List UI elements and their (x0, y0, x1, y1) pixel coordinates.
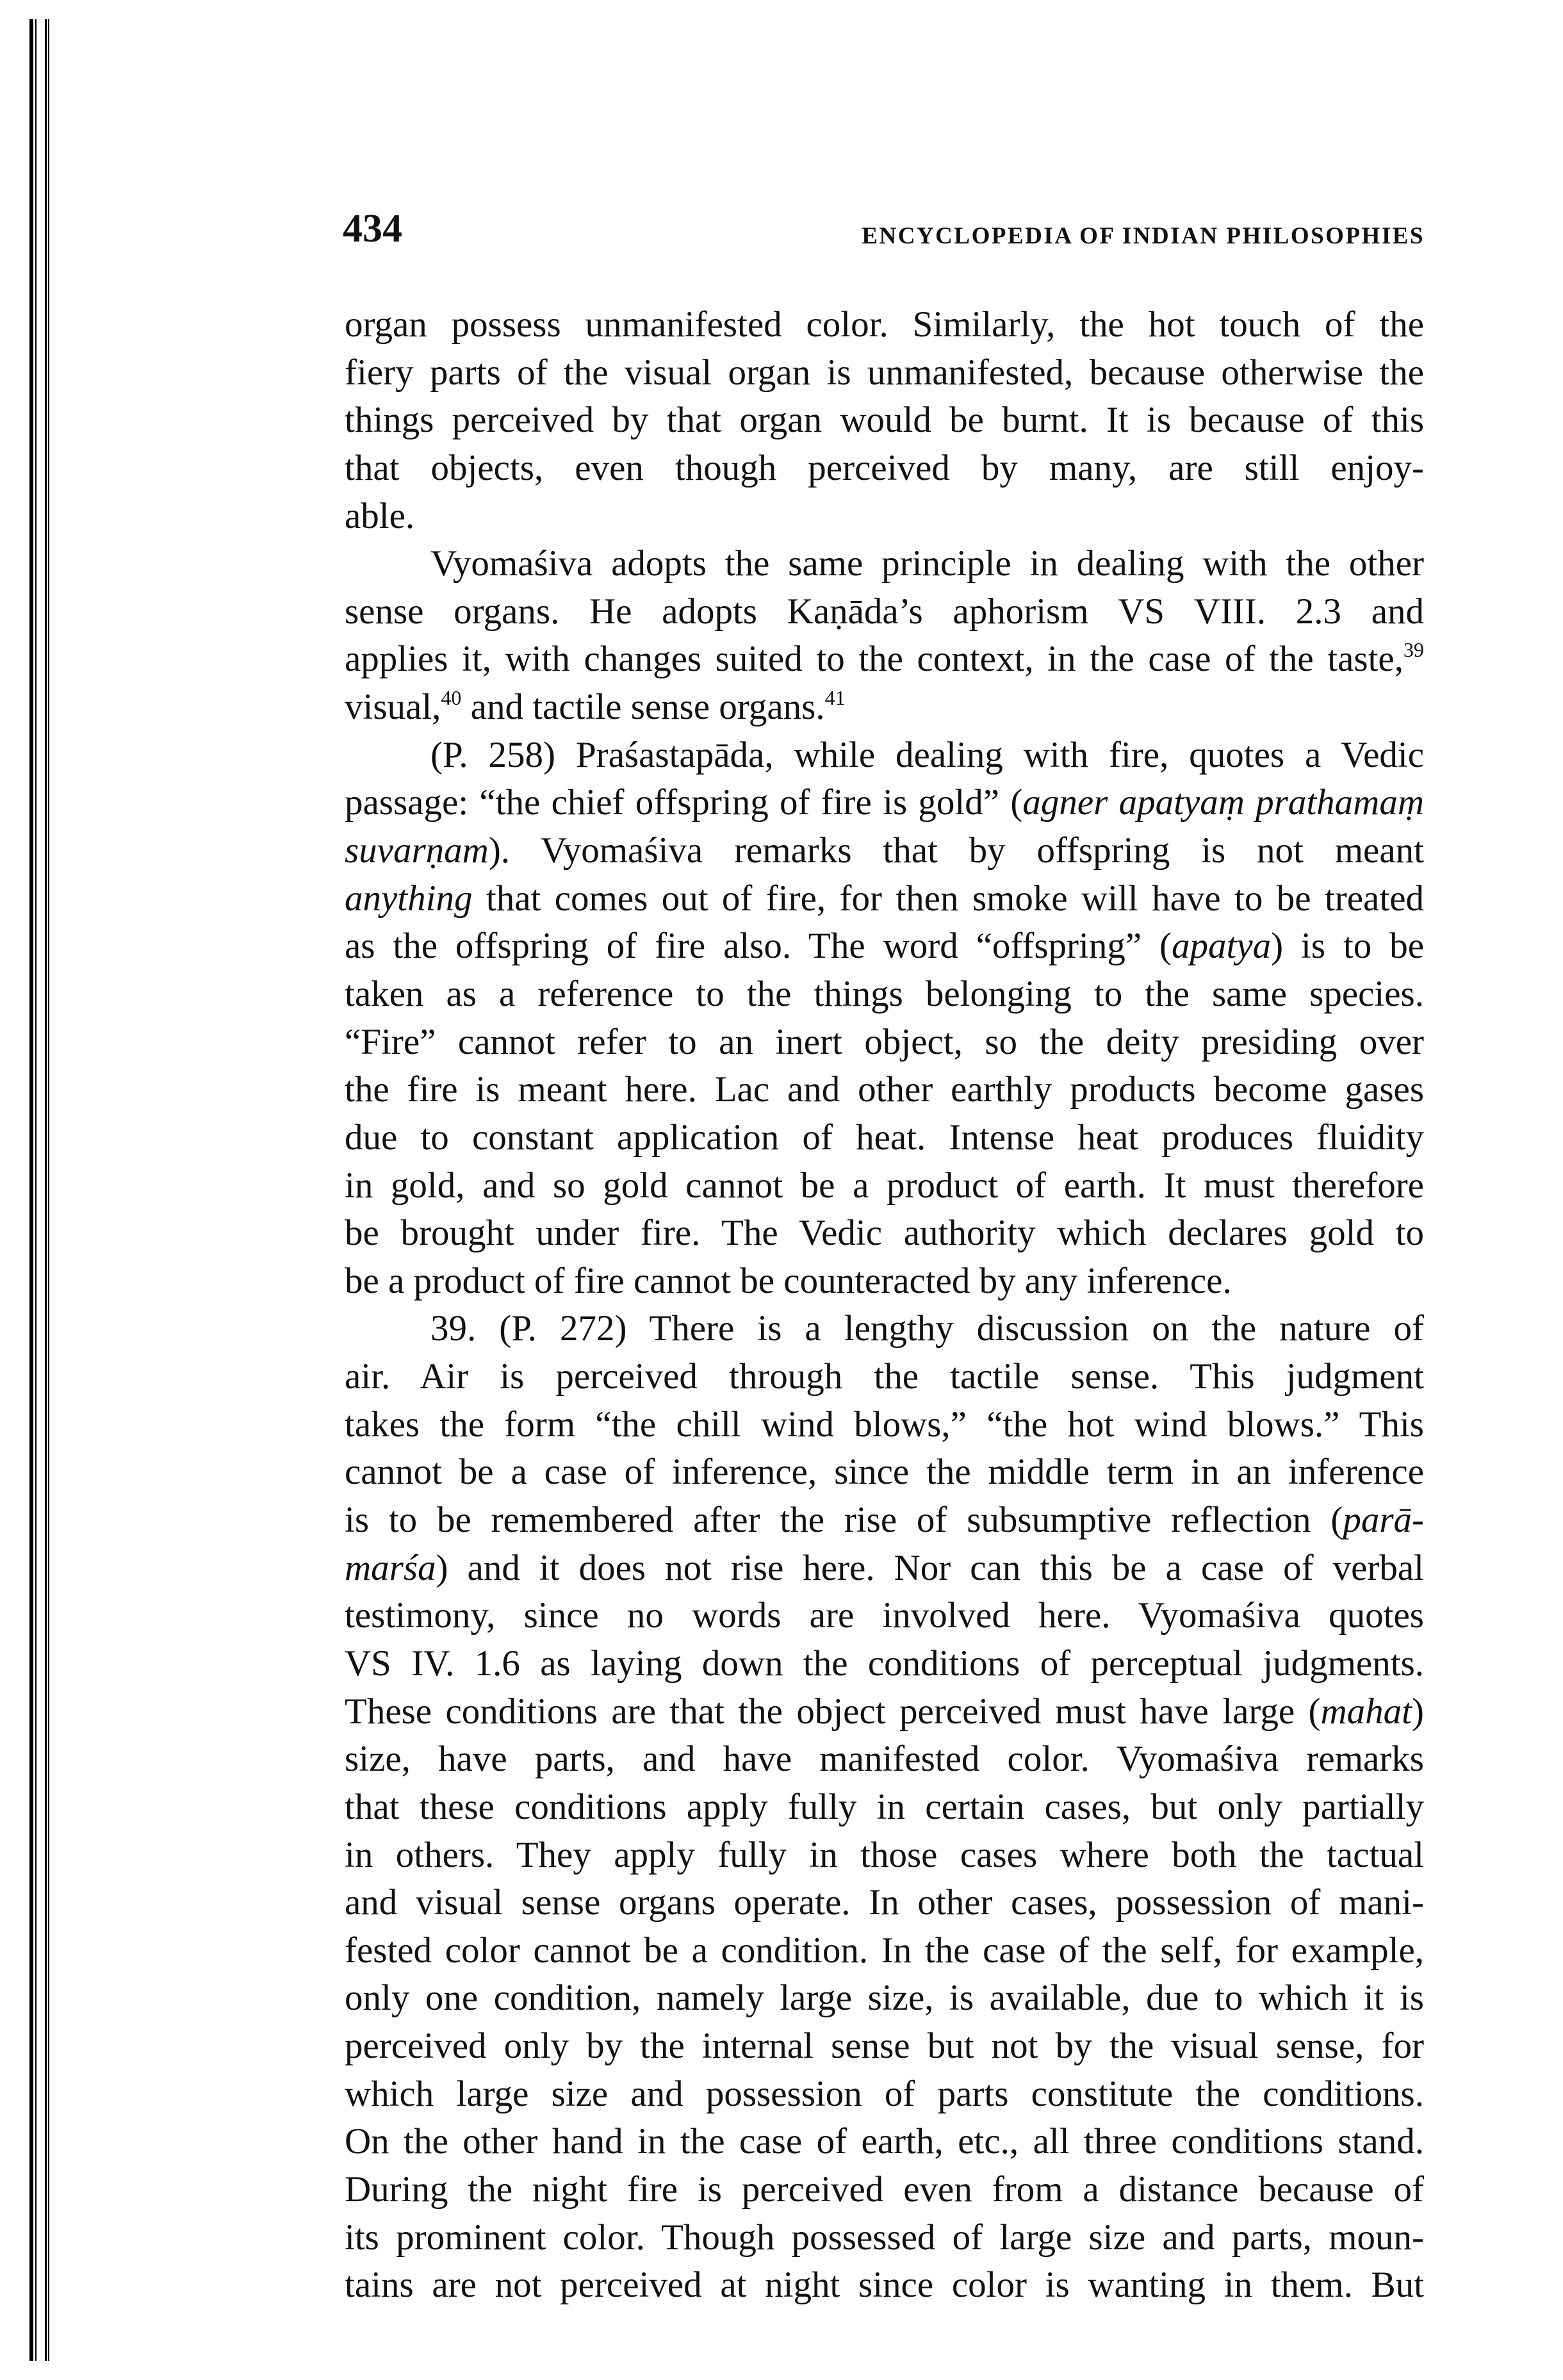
text-line-content (345, 1449, 1424, 1497)
footnote-marker: 39 (1403, 638, 1424, 662)
text-run: is to be remembered after the rise of subsumptive reflection ( (345, 1500, 1343, 1541)
text-line-content (430, 1305, 1424, 1353)
text-line (345, 1066, 1424, 1114)
text-line-content (345, 1688, 1424, 1736)
binding-edge-line (29, 19, 33, 2361)
binding-edge-line (48, 19, 49, 2361)
text-line-content (345, 1545, 1424, 1593)
text-run: cannot be a case of inference, since the middle term in an inference (345, 1452, 1424, 1493)
text-line (345, 445, 1424, 493)
text-line (345, 732, 1424, 780)
italic-term: anything (345, 878, 473, 919)
text-line-content (345, 1210, 1424, 1258)
text-line (345, 301, 1424, 349)
binding-edge-line (45, 19, 47, 2361)
text-line (345, 1784, 1424, 1832)
text-line-content (345, 971, 1424, 1019)
text-line (345, 2166, 1424, 2214)
text-run: in others. They apply fully in those cases where both the tactual (345, 1834, 1424, 1875)
text-run: and visual sense organs operate. In other cases, possession of mani- (345, 1882, 1424, 1923)
text-run: testimony, since no words are involved here. Vyomaśiva quotes (345, 1595, 1424, 1636)
text-run: that objects, even though perceived by many, are still enjoy- (345, 447, 1424, 488)
text-run: that these conditions apply fully in certain cases, but only partially (345, 1786, 1424, 1827)
text-line-content (345, 445, 1424, 493)
text-line-content (345, 493, 1424, 541)
text-line (345, 636, 1424, 684)
text-line-content (345, 1401, 1424, 1449)
text-line (345, 1210, 1424, 1258)
text-line-content (345, 1114, 1424, 1162)
text-line-content (345, 1640, 1424, 1688)
text-line (345, 923, 1424, 971)
text-line-content (345, 923, 1424, 971)
text-line (345, 1545, 1424, 1593)
text-line-content (345, 1832, 1424, 1880)
text-line (345, 588, 1424, 636)
text-line-content (345, 1592, 1424, 1640)
text-line-content (345, 1974, 1424, 2023)
text-line-content (345, 1497, 1424, 1545)
text-line-content (345, 827, 1424, 875)
text-line-content (345, 2261, 1424, 2310)
italic-term: mahat (1320, 1691, 1412, 1732)
text-run: and tactile sense organs. (461, 687, 825, 728)
text-line (345, 2118, 1424, 2166)
text-line (345, 2214, 1424, 2262)
body-text (345, 301, 1424, 2310)
text-run: size, have parts, and have manifested color. Vyomaśiva remarks (345, 1739, 1424, 1780)
text-run: sense organs. He adopts Kaṇāda’s aphorism VS VIII. 2.3 and (345, 591, 1424, 632)
text-line-content (345, 779, 1424, 827)
text-line-content (345, 1353, 1424, 1401)
italic-term: apatya (1172, 926, 1272, 967)
text-line (345, 875, 1424, 923)
text-run: applies it, with changes suited to the context, in the case of the taste, (345, 639, 1403, 680)
text-run: which large size and possession of parts constitute the conditions. (345, 2073, 1424, 2114)
text-run: passage: “the chief offspring of fire is gold” ( (345, 782, 1023, 823)
italic-term: suvarṇam (345, 830, 489, 871)
text-line-content (430, 732, 1424, 780)
text-line-content (345, 1879, 1424, 1927)
text-line (345, 779, 1424, 827)
text-line-content (345, 349, 1424, 397)
text-run: be a product of fire cannot be counteracted by any inference. (345, 1260, 1232, 1301)
text-line (345, 1401, 1424, 1449)
text-run: Vyomaśiva adopts the same principle in dealing with the other (430, 543, 1424, 584)
text-line (345, 1258, 1424, 1306)
text-line-content (345, 1019, 1424, 1067)
text-run: the fire is meant here. Lac and other earthly products become gases (345, 1069, 1424, 1110)
text-line (345, 540, 1424, 588)
text-line (345, 1927, 1424, 1975)
text-run: things perceived by that organ would be burnt. It is because of this (345, 400, 1424, 441)
text-run: air. Air is perceived through the tactile sense. This judgment (345, 1356, 1424, 1397)
text-line (345, 349, 1424, 397)
text-run: only one condition, namely large size, is available, due to which it is (345, 1978, 1424, 2019)
binding-edge-line (35, 19, 37, 2361)
text-run: takes the form “the chill wind blows,” “the hot wind blows.” This (345, 1404, 1424, 1445)
page-number: 434 (343, 207, 402, 250)
text-line (345, 684, 1424, 732)
text-line (345, 1974, 1424, 2023)
text-run: in gold, and so gold cannot be a product of earth. It must therefore (345, 1165, 1424, 1206)
italic-term: agner apatyaṃ prathamaṃ (1022, 782, 1424, 823)
text-run: ) and it does not rise here. Nor can this be a case of verbal (436, 1547, 1424, 1588)
text-line-content (345, 301, 1424, 349)
text-line (345, 1879, 1424, 1927)
text-run: visual, (345, 687, 441, 728)
text-line-content (345, 2023, 1424, 2071)
text-line (345, 397, 1424, 445)
text-line (345, 1449, 1424, 1497)
text-line-content (345, 1736, 1424, 1784)
text-line (345, 2023, 1424, 2071)
text-line (345, 1640, 1424, 1688)
footnote-marker: 41 (824, 686, 846, 710)
text-line-content (345, 875, 1424, 923)
text-run: (P. 258) Praśastapāda, while dealing with fire, quotes a Vedic (430, 734, 1424, 775)
italic-term: parā- (1343, 1500, 1424, 1541)
text-run: tains are not perceived at night since color is wanting in them. But (345, 2265, 1424, 2306)
text-line (345, 1497, 1424, 1545)
text-line (345, 1688, 1424, 1736)
text-line-content (345, 1162, 1424, 1210)
text-line-content (430, 540, 1424, 588)
text-run: VS IV. 1.6 as laying down the conditions of perceptual judgments. (345, 1643, 1424, 1684)
text-line (345, 1162, 1424, 1210)
running-title: ENCYCLOPEDIA OF INDIAN PHILOSOPHIES (862, 223, 1425, 249)
text-line-content (345, 2071, 1424, 2119)
text-line-content (345, 684, 1424, 732)
text-run: organ possess unmanifested color. Similarly, the hot touch of the (345, 304, 1424, 345)
text-line-content (345, 1066, 1424, 1114)
text-line-content (345, 588, 1424, 636)
text-run: 39. (P. 272) There is a lengthy discussion on the nature of (430, 1308, 1424, 1349)
text-run: due to constant application of heat. Intense heat produces fluidity (345, 1117, 1424, 1158)
text-run: taken as a reference to the things belonging to the same species. (345, 973, 1424, 1014)
text-run: On the other hand in the case of earth, etc., all three conditions stand. (345, 2121, 1424, 2162)
text-run: able. (345, 495, 415, 536)
text-line (345, 1019, 1424, 1067)
text-line-content (345, 1258, 1424, 1306)
text-line (345, 2071, 1424, 2119)
text-line (345, 1832, 1424, 1880)
text-line (345, 2261, 1424, 2310)
text-run: as the offspring of fire also. The word “offspring” ( (345, 926, 1172, 967)
text-line-content (345, 2118, 1424, 2166)
text-run: “Fire” cannot refer to an inert object, so the deity presiding over (345, 1021, 1424, 1062)
text-run: ) (1412, 1691, 1424, 1732)
text-line-content (345, 2214, 1424, 2262)
text-line (345, 493, 1424, 541)
text-run: perceived only by the internal sense but not by the visual sense, for (345, 2026, 1424, 2067)
text-run: be brought under fire. The Vedic authority which declares gold to (345, 1213, 1424, 1254)
text-line (345, 827, 1424, 875)
text-line-content (345, 397, 1424, 445)
footnote-marker: 40 (441, 686, 462, 710)
text-line-content (345, 1784, 1424, 1832)
text-run: fested color cannot be a condition. In the case of the self, for example, (345, 1930, 1424, 1971)
text-line (345, 1353, 1424, 1401)
text-line (345, 1736, 1424, 1784)
text-line (345, 1592, 1424, 1640)
text-line (345, 1305, 1424, 1353)
text-line (345, 1114, 1424, 1162)
text-run: fiery parts of the visual organ is unmanifested, because otherwise the (345, 352, 1424, 393)
text-line-content (345, 2166, 1424, 2214)
italic-term: marśa (345, 1547, 436, 1588)
text-run: These conditions are that the object perceived must have large ( (345, 1691, 1321, 1732)
text-line-content (345, 636, 1424, 684)
text-run: During the night fire is perceived even from a distance because of (345, 2169, 1424, 2210)
text-line (345, 971, 1424, 1019)
text-line-content (345, 1927, 1424, 1975)
text-run: ). Vyomaśiva remarks that by offspring is not meant (488, 830, 1424, 871)
text-run: ) is to be (1271, 926, 1424, 967)
text-run: its prominent color. Though possessed of large size and parts, moun- (345, 2217, 1424, 2258)
text-run: that comes out of fire, for then smoke will have to be treated (472, 878, 1424, 919)
